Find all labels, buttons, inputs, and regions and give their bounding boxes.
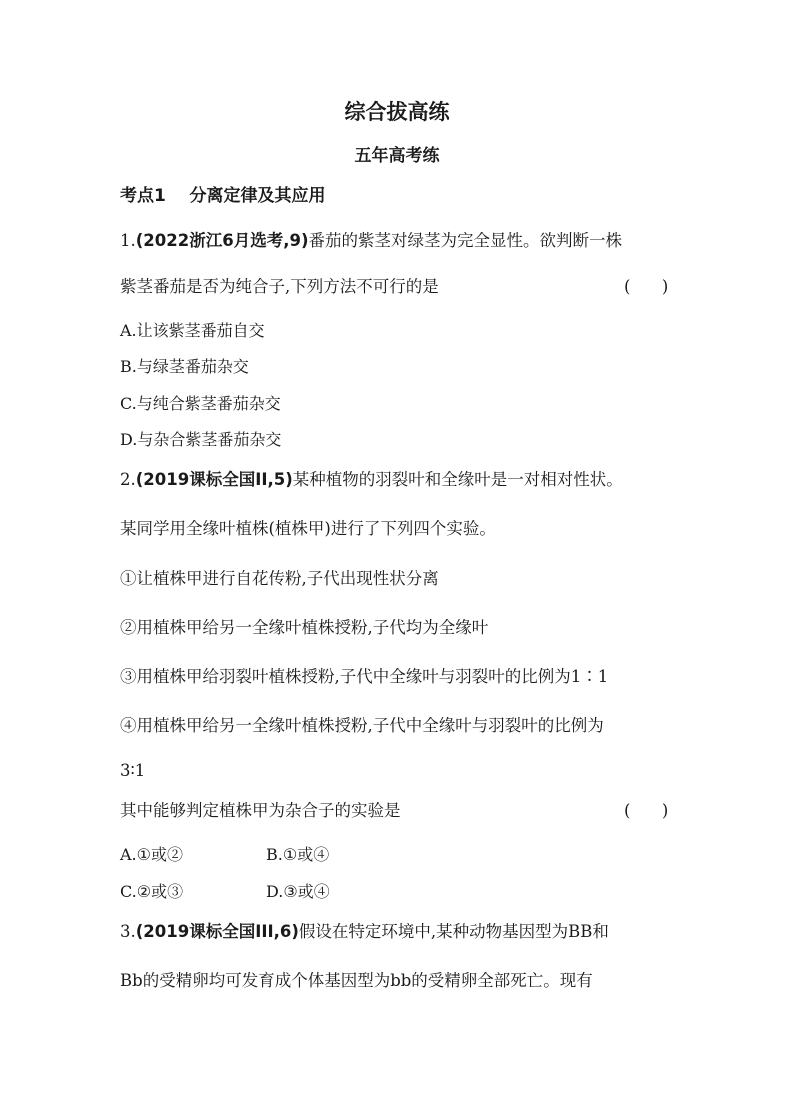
q1-option-a: A.让该紫茎番茄自交 — [120, 321, 265, 340]
q3-text-1: 假设在特定环境中,某种动物基因型为BB和 — [298, 922, 609, 941]
q2-source: (2019课标全国II,5) — [135, 470, 293, 489]
q2-experiment-1: ①让植株甲进行自花传粉,子代出现性状分离 — [120, 569, 439, 588]
q2-stem: 其中能够判定植株甲为杂合子的实验是 — [120, 801, 401, 820]
q1-option-d: D.与杂合紫茎番茄杂交 — [120, 430, 282, 449]
q1-number: 1. — [120, 231, 136, 250]
q2-experiment-4: ④用植株甲给另一全缘叶植株授粉,子代中全缘叶与羽裂叶的比例为 — [120, 716, 604, 735]
page-subtitle: 五年高考练 — [354, 146, 440, 166]
q2-line-1 — [120, 472, 623, 489]
q2-experiment-2: ②用植株甲给另一全缘叶植株授粉,子代均为全缘叶 — [120, 618, 489, 637]
q3-line-1 — [120, 924, 609, 941]
q1-source: (2022浙江6月选考,9) — [135, 231, 309, 250]
q2-option-a: A.①或② — [120, 845, 183, 864]
page-title: 综合拔高练 — [344, 100, 450, 124]
q1-option-c: C.与纯合紫茎番茄杂交 — [120, 394, 281, 413]
q1-line-2: 紫茎番茄是否为纯合子,下列方法不可行的是 — [120, 277, 439, 296]
q3-number: 3. — [120, 922, 136, 941]
q2-answer-paren: ( ) — [624, 801, 669, 820]
q1-option-b: B.与绿茎番茄杂交 — [120, 357, 249, 376]
q2-option-c: C.②或③ — [120, 882, 184, 901]
q1-text-1: 番茄的紫茎对绿茎为完全显性。欲判断一株 — [308, 231, 622, 250]
q2-number: 2. — [120, 470, 136, 489]
q2-option-d: D.③或④ — [266, 882, 330, 901]
q2-option-b: B.①或④ — [266, 845, 330, 864]
q3-line-2: Bb的受精卵均可发育成个体基因型为bb的受精卵全部死亡。现有 — [120, 971, 593, 990]
q1-answer-paren: ( ) — [624, 277, 669, 296]
q2-line-2: 某同学用全缘叶植株(植株甲)进行了下列四个实验。 — [120, 519, 496, 538]
q3-source: (2019课标全国III,6) — [135, 922, 299, 941]
section-heading: 考点1 分离定律及其应用 — [120, 186, 326, 206]
q2-experiment-4-ratio: 3∶1 — [120, 761, 146, 780]
q2-experiment-3: ③用植株甲给羽裂叶植株授粉,子代中全缘叶与羽裂叶的比例为1∶1 — [120, 667, 609, 686]
q1-line-1 — [120, 233, 622, 250]
q2-text-1: 某种植物的羽裂叶和全缘叶是一对相对性状。 — [292, 470, 623, 489]
